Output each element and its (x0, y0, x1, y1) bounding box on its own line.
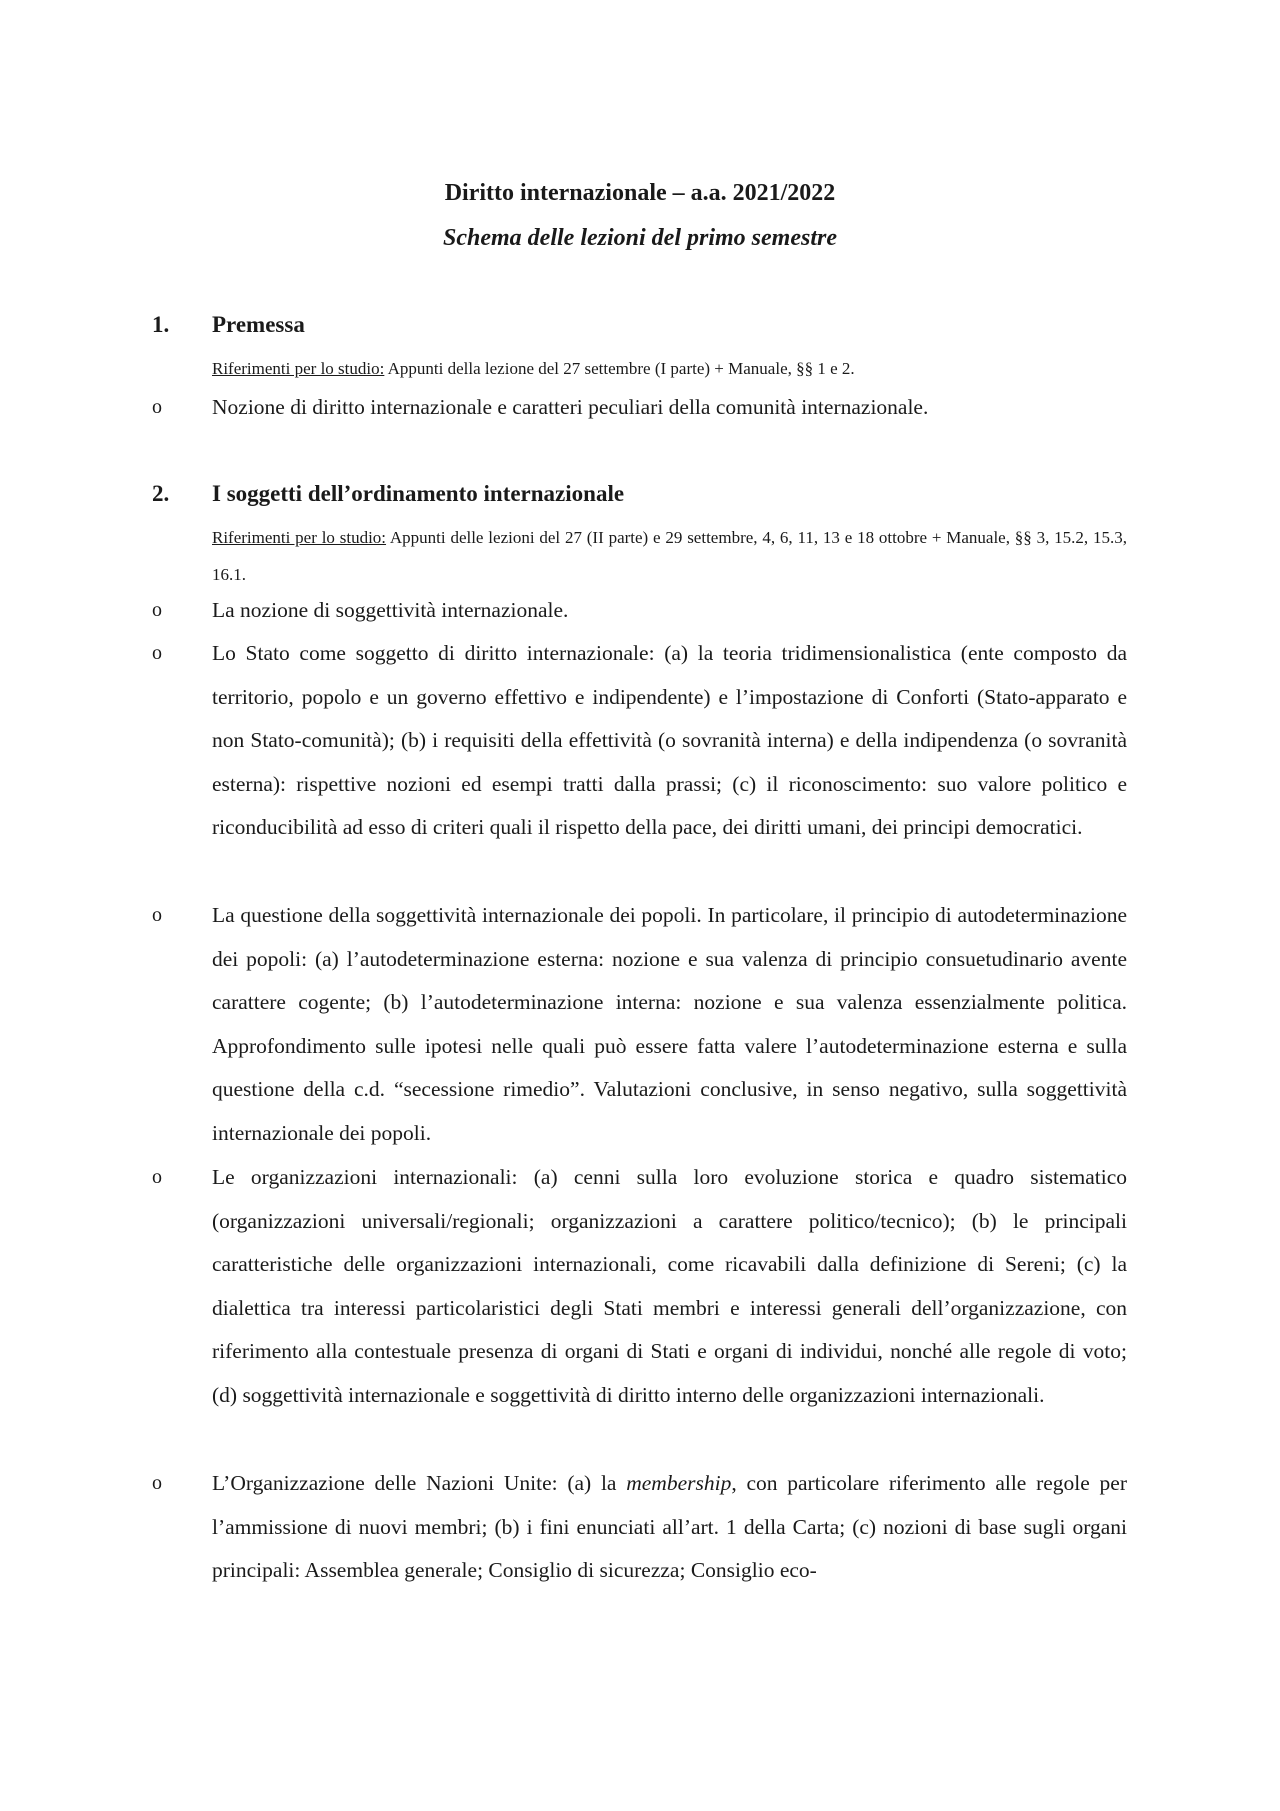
list-item-text: Le organizzazioni internazionali: (a) cenni sulla loro evoluzione storica e quadro sistematico (organizzazioni universali/regionali; organizzazioni a carattere politico/tecnico); (b) le principali caratteristiche delle organizzazioni internazionali, come ricavabili dalla definizione di Sereni; (c) la dialettica tra interessi particolaristici degli Stati membri e interessi generali dell’organizzazione, con riferimento alla contestuale presenza di organi di Stati e organi di individui, nonché alle regole di voto; (d) soggettività internazionale e soggettività di diritto interno delle organizzazioni internazionali. (212, 1165, 1127, 1407)
list-item (152, 894, 1127, 1155)
text-segment: L’Organizzazione delle Nazioni Unite: (a) la (212, 1471, 627, 1495)
list-item-text: La questione della soggettività internazionale dei popoli. In particolare, il principio di autodeterminazione dei popoli: (a) l’autodeterminazione esterna: nozione e sua valenza di principio consuetudinario avente carattere cogente; (b) l’autodeterminazione interna: nozione e sua valenza essenzialmente politica. Approfondimento sulle ipotesi nelle quali può essere fatta valere l’autodeterminazione esterna e sulla questione della c.d. “secessione rimedio”. Valutazioni conclusive, in senso negativo, sulla soggettività internazionale dei popoli. (212, 903, 1127, 1145)
references-label: Riferimenti per lo studio: (212, 528, 387, 547)
list-item (152, 1156, 1127, 1417)
bullet-marker: o (152, 1166, 162, 1188)
list-item (152, 589, 1127, 633)
bullet-marker: o (152, 396, 162, 418)
section-heading (152, 312, 305, 338)
document-subtitle: Schema delle lezioni del primo semestre (443, 225, 837, 251)
list-item-text: La nozione di soggettività internazionale. (212, 598, 569, 622)
list-item (152, 1462, 1127, 1593)
section-number: 1. (152, 312, 170, 337)
list-item-text: Lo Stato come soggetto di diritto internazionale: (a) la teoria tridimensionalistica (ente composto da territorio, popolo e un governo effettivo e indipendente) e l’impostazione di Conforti (Stato-apparato e non Stato-comunità); (b) i requisiti della effettività (o sovranità interna) e della indipendenza (o sovranità esterna): rispettive nozioni ed esempi tratti dalla prassi; (c) il riconoscimento: suo valore politico e riconducibilità ad esso di criteri quali il rispetto della pace, dei diritti umani, dei principi democratici. (212, 641, 1127, 839)
references-text: Appunti delle lezioni del 27 (II parte) e 29 settembre, 4, 6, 11, 13 e 18 ottobre + Manuale, §§ 3, 15.2, 15.3, 16.1. (212, 528, 1127, 584)
bullet-marker: o (152, 599, 162, 621)
document-title: Diritto internazionale – a.a. 2021/2022 (444, 180, 836, 206)
text-segment: , con particolare riferimento alle regole per l’ammissione di nuovi membri; (b) i fini enunciati all’art. 1 della Carta; (c) nozioni di base sugli organi principali: Assemblea generale; Consiglio di sicurezza; Consiglio eco- (212, 1471, 1127, 1582)
emphasized-term: membership (626, 1471, 732, 1495)
list-item-text: Nozione di diritto internazionale e caratteri peculiari della comunità internazionale. (212, 395, 929, 419)
section-number: 2. (152, 481, 170, 506)
list-item (152, 632, 1127, 850)
bullet-marker: o (152, 642, 162, 664)
references-label: Riferimenti per lo studio: (212, 359, 385, 378)
bullet-marker: o (152, 1472, 162, 1494)
section-title: I soggetti dell’ordinamento internazionale (212, 481, 625, 506)
study-references (212, 519, 1127, 593)
list-item (152, 386, 1127, 430)
list-item-text (212, 1462, 1127, 1593)
references-text: Appunti della lezione del 27 settembre (I parte) + Manuale, §§ 1 e 2. (384, 359, 855, 378)
study-references (212, 350, 1127, 387)
bullet-marker: o (152, 904, 162, 926)
section-title: Premessa (212, 312, 305, 337)
section-heading (152, 481, 624, 507)
